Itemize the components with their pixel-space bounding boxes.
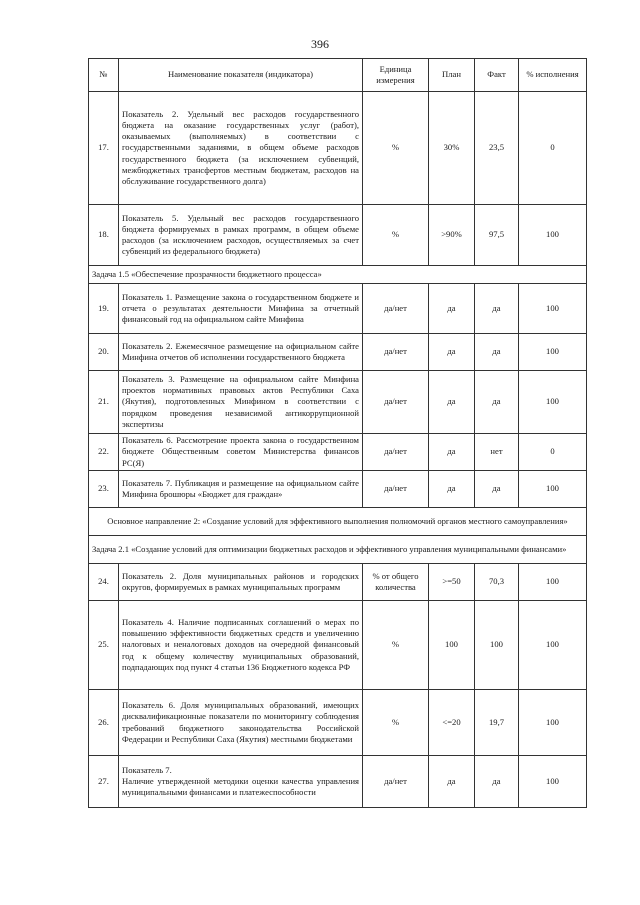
table-row	[89, 756, 587, 808]
row-num: 18.	[89, 205, 119, 266]
indicator-name: Показатель 7. Публикация и размещение на официальном сайте Минфина брошюры «Бюджет для граждан»	[119, 471, 363, 508]
col-header-pct: % исполнения	[519, 59, 587, 92]
pct-cell: 100	[519, 284, 587, 334]
row-num: 27.	[89, 756, 119, 808]
row-num: 17.	[89, 92, 119, 205]
page-number: 396	[311, 37, 329, 51]
pct-cell: 100	[519, 471, 587, 508]
indicator-name: Показатель 4. Наличие подписанных соглашений о мерах по повышению эффективности бюджетных средств и увеличению налоговых и неналоговых доходов на очередной финансовый год к общему количеству муниципальных образований, подпадающих под пункт 4 статьи 136 Бюджетного кодекса РФ	[119, 601, 363, 690]
col-header-num: №	[89, 59, 119, 92]
indicators-table	[88, 58, 587, 808]
pct-cell: 100	[519, 564, 587, 601]
pct-cell: 100	[519, 371, 587, 434]
table-header-row	[89, 59, 587, 92]
fact-cell: 23,5	[475, 92, 519, 205]
task-heading: Задача 1.5 «Обеспечение прозрачности бюджетного процесса»	[89, 266, 587, 284]
fact-cell: 19,7	[475, 690, 519, 756]
table-row	[89, 601, 587, 690]
unit-cell: %	[363, 601, 429, 690]
fact-cell: да	[475, 756, 519, 808]
table-row	[89, 284, 587, 334]
plan-cell: 100	[429, 601, 475, 690]
row-num: 25.	[89, 601, 119, 690]
pct-cell: 100	[519, 756, 587, 808]
plan-cell: да	[429, 471, 475, 508]
direction-row	[89, 508, 587, 536]
plan-cell: да	[429, 284, 475, 334]
pct-cell: 0	[519, 434, 587, 471]
indicator-name: Показатель 2. Удельный вес расходов государственного бюджета на оказание государственных услуг (работ), оказываемых (выполняемых) в соответствии с государственными заданиями, в общем объеме расходов государственного бюджета (за исключением субвенций, межбюджетных трансфертов местным бюджетам, расходов на обслуживание государственного долга)	[119, 92, 363, 205]
fact-cell: да	[475, 284, 519, 334]
pct-cell: 100	[519, 601, 587, 690]
table-row	[89, 92, 587, 205]
indicator-name: Показатель 7. Наличие утвержденной методики оценки качества управления муниципальными финансами и платежеспособности	[119, 756, 363, 808]
plan-cell: да	[429, 334, 475, 371]
table-row	[89, 334, 587, 371]
row-num: 24.	[89, 564, 119, 601]
col-header-fact: Факт	[475, 59, 519, 92]
plan-cell: 30%	[429, 92, 475, 205]
indicator-name: Показатель 3. Размещение на официальном сайте Минфина проектов нормативных правовых актов Республики Саха (Якутия), подготовленных Минфином в соответствии с порядком проведения независимой антикоррупционной экспертизы	[119, 371, 363, 434]
task-row	[89, 266, 587, 284]
col-header-name: Наименование показателя (индикатора)	[119, 59, 363, 92]
fact-cell: да	[475, 371, 519, 434]
unit-cell: да/нет	[363, 756, 429, 808]
table-row	[89, 371, 587, 434]
fact-cell: да	[475, 471, 519, 508]
row-num: 20.	[89, 334, 119, 371]
table-row	[89, 434, 587, 471]
indicator-name: Показатель 6. Рассмотрение проекта закона о государственном бюджете Общественным советом Министерства финансов РС(Я)	[119, 434, 363, 471]
row-num: 21.	[89, 371, 119, 434]
indicator-name: Показатель 5. Удельный вес расходов государственного бюджета формируемых в рамках программ, в общем объеме расходов (за исключением расходов, осуществляемых за счет субвенций из федерального бюджета)	[119, 205, 363, 266]
col-header-plan: План	[429, 59, 475, 92]
unit-cell: да/нет	[363, 434, 429, 471]
plan-cell: да	[429, 371, 475, 434]
fact-cell: да	[475, 334, 519, 371]
fact-cell: 100	[475, 601, 519, 690]
unit-cell: %	[363, 690, 429, 756]
row-num: 19.	[89, 284, 119, 334]
table-row	[89, 205, 587, 266]
fact-cell: 70,3	[475, 564, 519, 601]
unit-cell: %	[363, 92, 429, 205]
pct-cell: 100	[519, 690, 587, 756]
unit-cell: да/нет	[363, 471, 429, 508]
unit-cell: да/нет	[363, 284, 429, 334]
col-header-unit: Единица измерения	[363, 59, 429, 92]
plan-cell: >=50	[429, 564, 475, 601]
row-num: 26.	[89, 690, 119, 756]
table-row	[89, 564, 587, 601]
table-row	[89, 471, 587, 508]
pct-cell: 100	[519, 205, 587, 266]
unit-cell: % от общего количества	[363, 564, 429, 601]
task-heading: Задача 2.1 «Создание условий для оптимизации бюджетных расходов и эффективного управления муниципальными финансами»	[89, 536, 587, 564]
unit-cell: %	[363, 205, 429, 266]
plan-cell: <=20	[429, 690, 475, 756]
pct-cell: 0	[519, 92, 587, 205]
unit-cell: да/нет	[363, 334, 429, 371]
indicator-name: Показатель 6. Доля муниципальных образований, имеющих дисквалификационные показатели по мониторингу соблюдения требований бюджетного законодательства Российской Федерации и Республики Саха (Якутия) местными бюджетами	[119, 690, 363, 756]
plan-cell: >90%	[429, 205, 475, 266]
row-num: 23.	[89, 471, 119, 508]
indicator-name: Показатель 2. Ежемесячное размещение на официальном сайте Минфина отчетов об исполнении государственного бюджета	[119, 334, 363, 371]
fact-cell: нет	[475, 434, 519, 471]
plan-cell: да	[429, 756, 475, 808]
pct-cell: 100	[519, 334, 587, 371]
fact-cell: 97,5	[475, 205, 519, 266]
direction-heading: Основное направление 2: «Создание условий для эффективного выполнения полномочий органов местного самоуправления»	[89, 508, 587, 536]
indicator-name: Показатель 2. Доля муниципальных районов и городских округов, формируемых в рамках муниципальных программ	[119, 564, 363, 601]
table-row	[89, 690, 587, 756]
plan-cell: да	[429, 434, 475, 471]
indicator-name: Показатель 1. Размещение закона о государственном бюджете и отчета о результатах деятельности Минфина за отчетный финансовый год на официальном сайте Минфина	[119, 284, 363, 334]
task-row	[89, 536, 587, 564]
unit-cell: да/нет	[363, 371, 429, 434]
row-num: 22.	[89, 434, 119, 471]
